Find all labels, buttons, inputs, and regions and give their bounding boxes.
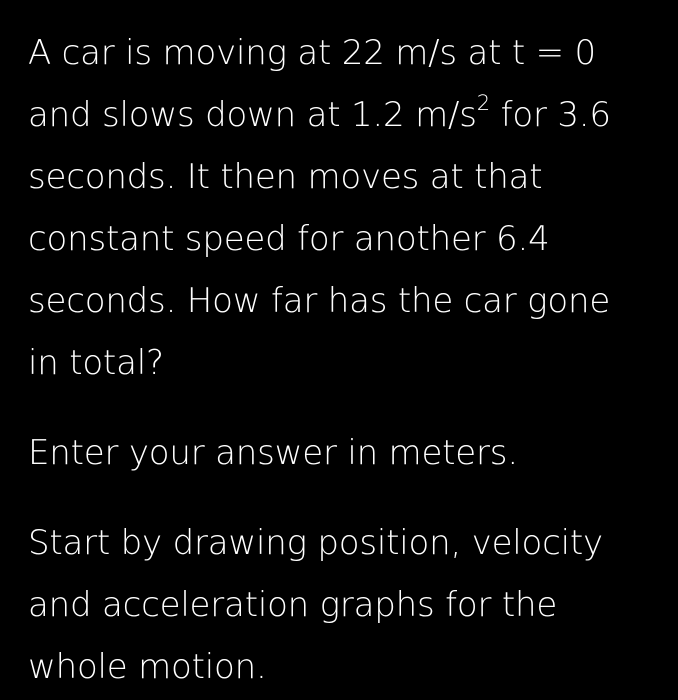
hint-line-1: Start by drawing position, velocity [28, 523, 603, 563]
instruction-text: Enter your answer in meters. [28, 433, 518, 473]
question-line-2-tail: for 3.6 [489, 95, 611, 135]
question-line-1: A car is moving at 22 m/s at t = 0 [28, 33, 596, 73]
question-line-2-text: and slows down at 1.2 m/s [28, 95, 477, 135]
question-line-6: in total? [28, 343, 164, 383]
hint-line-3: whole motion. [28, 647, 267, 687]
question-line-4: constant speed for another 6.4 [28, 219, 550, 259]
question-line-2 [28, 84, 668, 146]
question-line-3: seconds. It then moves at that [28, 157, 543, 197]
question-line-5: seconds. How far has the car gone [28, 281, 611, 321]
question-paragraph [28, 22, 668, 394]
exponent: 2 [476, 90, 490, 116]
hint-paragraph [28, 512, 668, 698]
hint-line-2: and acceleration graphs for the [28, 585, 558, 625]
instruction-paragraph [28, 422, 668, 484]
